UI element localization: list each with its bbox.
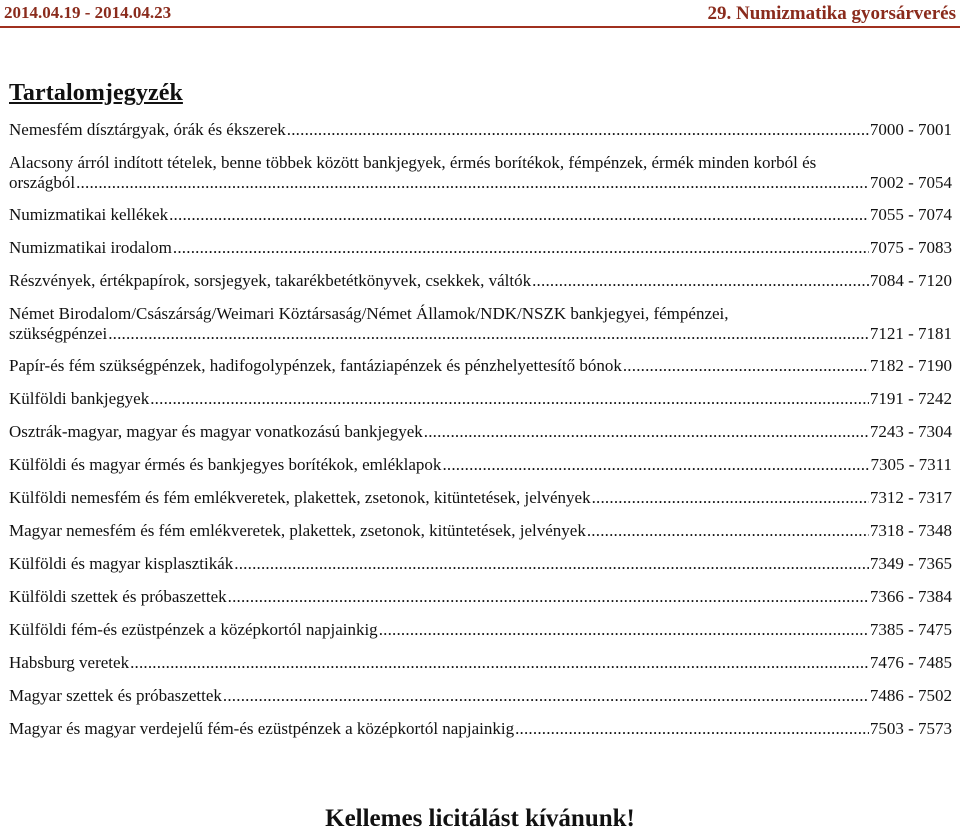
toc-heading: Tartalomjegyzék xyxy=(9,80,183,106)
toc-entry-page-range: 7000 - 7001 xyxy=(869,120,952,139)
toc-entry-label: Magyar nemesfém és fém emlékveretek, plakettek, zsetonok, kitüntetések, jelvények xyxy=(9,521,586,540)
toc-entry-label: Osztrák-magyar, magyar és magyar vonatkozású bankjegyek xyxy=(9,422,423,441)
table-of-contents xyxy=(9,120,952,752)
toc-entry-label-line: Német Birodalom/Császárság/Weimari Köztársaság/Német Államok/NDK/NSZK bankjegyei, fémpénzei, xyxy=(9,304,729,323)
toc-entry-label: Numizmatikai irodalom xyxy=(9,238,172,257)
toc-entry-label: Habsburg veretek xyxy=(9,653,130,672)
toc-entry-label: Külföldi és magyar érmés és bankjegyes borítékok, emléklapok xyxy=(9,455,442,474)
toc-entry-label: Külföldi nemesfém és fém emlékveretek, plakettek, zsetonok, kitüntetések, jelvények xyxy=(9,488,591,507)
toc-entry-label: szükségpénzei xyxy=(9,324,108,343)
toc-entry-page-range: 7084 - 7120 xyxy=(869,271,952,290)
toc-entry-page-range: 7486 - 7502 xyxy=(869,686,952,705)
toc-entry[interactable] xyxy=(9,719,952,739)
toc-entry-label: Magyar szettek és próbaszettek xyxy=(9,686,222,705)
toc-entry-label: Magyar és magyar verdejelű fém-és ezüstpénzek a középkortól napjainkig xyxy=(9,719,515,738)
dot-leader xyxy=(532,271,869,291)
toc-entry-page-range: 7121 - 7181 xyxy=(869,324,952,343)
toc-entry-page-range: 7476 - 7485 xyxy=(869,653,952,672)
dot-leader xyxy=(287,120,869,140)
toc-entry[interactable] xyxy=(9,521,952,541)
dot-leader xyxy=(623,356,869,376)
dot-leader xyxy=(228,587,869,607)
dot-leader xyxy=(223,686,869,706)
dot-leader xyxy=(515,719,869,739)
toc-entry-page-range: 7385 - 7475 xyxy=(869,620,952,639)
toc-entry-label: Külföldi és magyar kisplasztikák xyxy=(9,554,234,573)
toc-entry-page-range: 7318 - 7348 xyxy=(869,521,952,540)
toc-entry-page-range: 7055 - 7074 xyxy=(869,205,952,224)
dot-leader xyxy=(234,554,869,574)
dot-leader xyxy=(424,422,869,442)
dot-leader xyxy=(587,521,869,541)
toc-entry[interactable] xyxy=(9,120,952,140)
toc-entry[interactable] xyxy=(9,488,952,508)
toc-entry[interactable] xyxy=(9,205,952,225)
toc-entry[interactable] xyxy=(9,422,952,442)
toc-entry[interactable] xyxy=(9,304,952,344)
toc-entry-page-range: 7075 - 7083 xyxy=(869,238,952,257)
toc-entry[interactable] xyxy=(9,587,952,607)
toc-entry[interactable] xyxy=(9,686,952,706)
dot-leader xyxy=(442,455,869,475)
toc-entry-page-range: 7002 - 7054 xyxy=(869,173,952,192)
dot-leader xyxy=(169,205,869,225)
toc-entry-label-line: Alacsony árról indított tételek, benne többek között bankjegyek, érmés borítékok, fémpénzek, érmék minden korból és xyxy=(9,153,817,172)
toc-entry-page-range: 7243 - 7304 xyxy=(869,422,952,441)
closing-message: Kellemes licitálást kívánunk! xyxy=(325,805,635,832)
toc-entry-page-range: 7503 - 7573 xyxy=(869,719,952,738)
toc-entry[interactable] xyxy=(9,238,952,258)
toc-entry-label: Részvények, értékpapírok, sorsjegyek, takarékbetétkönyvek, csekkek, váltók xyxy=(9,271,532,290)
toc-entry[interactable] xyxy=(9,653,952,673)
toc-entry-label: Numizmatikai kellékek xyxy=(9,205,169,224)
toc-entry-page-range: 7191 - 7242 xyxy=(869,389,952,408)
toc-entry-label: Külföldi fém-és ezüstpénzek a középkortól napjainkig xyxy=(9,620,378,639)
toc-entry-page-range: 7305 - 7311 xyxy=(870,455,952,474)
toc-entry[interactable] xyxy=(9,455,952,475)
dot-leader xyxy=(592,488,869,508)
toc-entry-page-range: 7182 - 7190 xyxy=(869,356,952,375)
dot-leader xyxy=(173,238,869,258)
toc-entry[interactable] xyxy=(9,271,952,291)
header-divider xyxy=(0,26,960,28)
toc-entry-label: Külföldi szettek és próbaszettek xyxy=(9,587,227,606)
toc-entry-label: Papír-és fém szükségpénzek, hadifogolypénzek, fantáziapénzek és pénzhelyettesítő bónok xyxy=(9,356,622,375)
auction-dates: 2014.04.19 - 2014.04.23 xyxy=(4,3,172,22)
toc-entry[interactable] xyxy=(9,554,952,574)
toc-entry-label: országból xyxy=(9,173,76,192)
dot-leader xyxy=(130,653,869,673)
toc-entry[interactable] xyxy=(9,356,952,376)
toc-entry[interactable] xyxy=(9,620,952,640)
dot-leader xyxy=(76,173,869,193)
toc-entry[interactable] xyxy=(9,389,952,409)
dot-leader xyxy=(150,389,869,409)
toc-entry-label: Nemesfém dísztárgyak, órák és ékszerek xyxy=(9,120,286,139)
auction-title: 29. Numizmatika gyorsárverés xyxy=(707,3,956,24)
dot-leader xyxy=(108,324,869,344)
toc-entry-label: Külföldi bankjegyek xyxy=(9,389,150,408)
dot-leader xyxy=(379,620,869,640)
toc-entry[interactable] xyxy=(9,153,952,193)
toc-entry-page-range: 7349 - 7365 xyxy=(869,554,952,573)
page-header xyxy=(0,0,960,28)
toc-entry-page-range: 7312 - 7317 xyxy=(869,488,952,507)
toc-entry-page-range: 7366 - 7384 xyxy=(869,587,952,606)
